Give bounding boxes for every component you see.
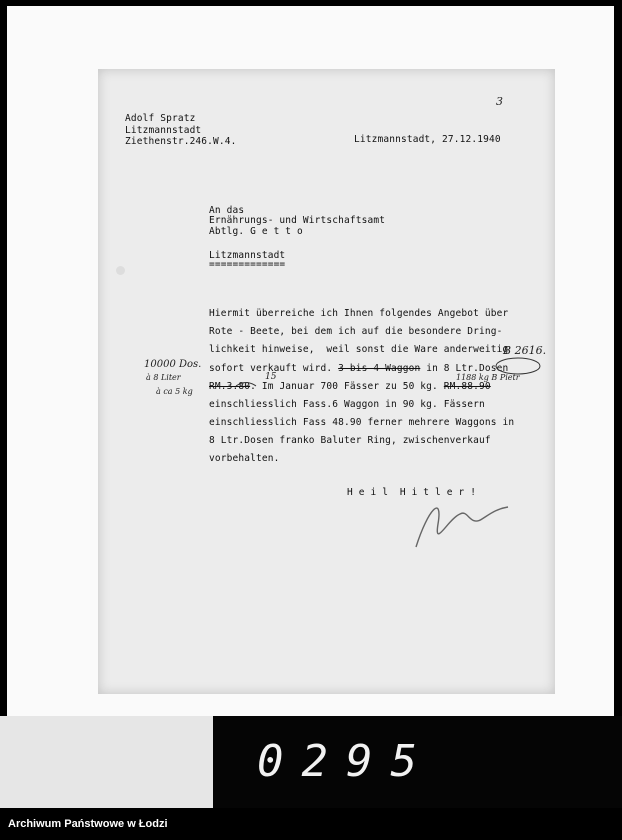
body-line-1: Hiermit überreiche ich Ihnen folgendes Angebot über: [209, 308, 509, 319]
circle-mark: [496, 358, 540, 374]
body-line-8: 8 Ltr.Dosen franko Baluter Ring, zwischenverkauf: [209, 435, 491, 446]
footer-bar: [0, 808, 622, 840]
sender-city: Litzmannstadt: [125, 125, 202, 136]
microfilm-frame: [7, 6, 614, 716]
body-line-9: vorbehalten.: [209, 453, 280, 464]
handwritten-right-price: 1188 kg B Pietr: [456, 373, 520, 382]
closing-salutation: H e i l H i t l e r !: [347, 487, 477, 498]
frame-number: 0295: [257, 736, 435, 787]
arc-mark: [236, 383, 256, 387]
body-line-2: Rote - Beete, bei dem ich auf die besondere Dring-: [209, 326, 503, 337]
body-line-4a: sofort verkauft wird.: [209, 363, 339, 374]
body-line-3: lichkeit hinweise, weil sonst die Ware anderweitig: [209, 344, 509, 355]
handwritten-price-right: B 2616.: [503, 344, 547, 357]
handwritten-margin-qty: 10000 Dos.: [144, 359, 202, 370]
recipient-city: Litzmannstadt: [209, 250, 286, 261]
struck-price-1: RM.3.80: [209, 381, 251, 392]
recipient-line1: An das: [209, 205, 245, 216]
handwritten-marks: [98, 69, 555, 694]
frame-counter: [213, 716, 622, 808]
struck-price-2: RM.88.90: [443, 381, 491, 392]
handwritten-above-im: 15: [265, 372, 277, 382]
recipient-line2: Ernährungs- und Wirtschaftsamt: [209, 215, 386, 226]
recipient-city-underline: =============: [209, 259, 286, 270]
sender-name: Adolf Spratz: [125, 113, 196, 124]
struck-waggon-text: 3 bis 4 Waggon: [338, 363, 421, 374]
body-line-6: einschliesslich Fass.6 Waggon in 90 kg. Fässern: [209, 399, 485, 410]
handwritten-margin-note-1: à 8 Liter: [146, 373, 181, 382]
recipient-line3: Abtlg. G e t t o: [209, 226, 303, 237]
body-line-5b: . Im Januar 700 Fässer zu 50 kg.: [250, 381, 444, 392]
body-line-4c: in 8 Ltr.Dosen: [420, 363, 509, 374]
page-number: 3: [496, 95, 503, 108]
handwritten-margin-note-2: à ca 5 kg: [156, 387, 193, 396]
body-line-7: einschliesslich Fass 48.90 ferner mehrere Waggons in: [209, 417, 515, 428]
document-page: [98, 69, 555, 694]
archive-name: Archiwum Państwowe w Łodzi: [8, 818, 168, 830]
signature: [416, 507, 508, 547]
place-date: Litzmannstadt, 27.12.1940: [354, 134, 501, 145]
sender-street: Ziethenstr.246.W.4.: [125, 136, 237, 147]
